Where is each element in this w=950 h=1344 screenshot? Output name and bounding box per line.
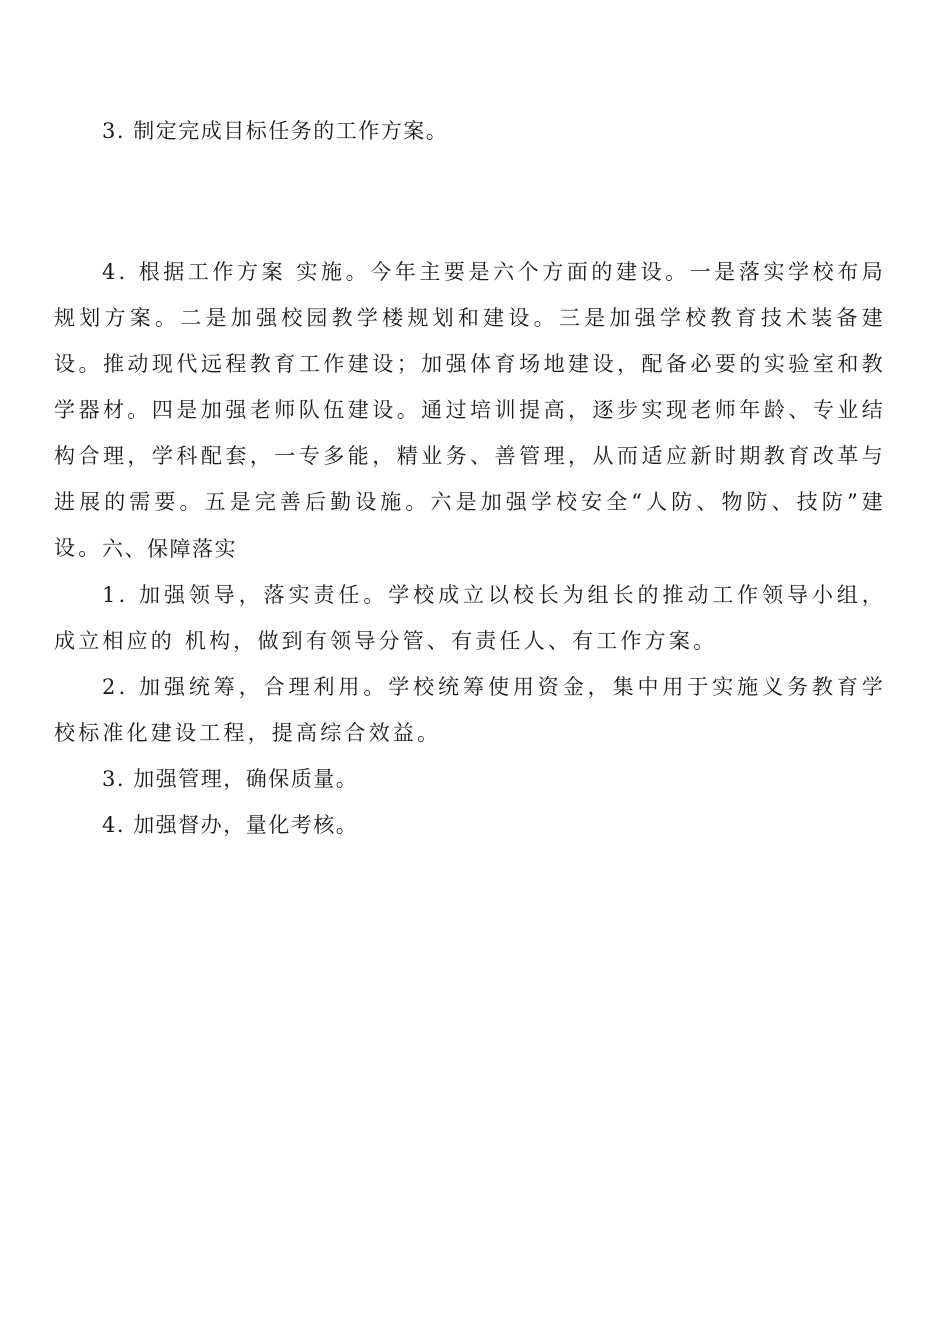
paragraph-leadership: 1. 加强领导，落实责任。学校成立以校长为组长的推动工作领导小组，成立相应的 机构，做到有领导分管、有责任人、有工作方案。 (54, 583, 886, 653)
paragraph-coordination: 2. 加强统筹，合理利用。学校统筹使用资金，集中用于实施义务教育学校标准化建设工程，提高综合效益。 (54, 675, 886, 745)
paragraph-supervision: 4. 加强督办，量化考核。 (102, 813, 359, 837)
paragraph-management: 3. 加强管理，确保质量。 (102, 767, 359, 791)
paragraph-implementation: 4. 根据工作方案 实施。今年主要是六个方面的建设。一是落实学校布局规划方案。二是加强校园教学楼规划和建设。三是加强学校教育技术装备建设。推动现代远程教育工作建设；加强体育场地建设，配备必要的实验室和教学器材。四是加强老师队伍建设。通过培训提高，逐步实现老师年龄、专业结构合理，学科配套，一专多能，精业务、善管理，从而适应新时期教育改革与进展的需要。五是完善后勤设施。六是加强学校安全“人防、物防、技防”建设。 (54, 260, 886, 560)
paragraph-work-plan: 3. 制定完成目标任务的工作方案。 (102, 119, 449, 143)
section-heading-safeguards: 六、保障落实 (102, 537, 237, 561)
